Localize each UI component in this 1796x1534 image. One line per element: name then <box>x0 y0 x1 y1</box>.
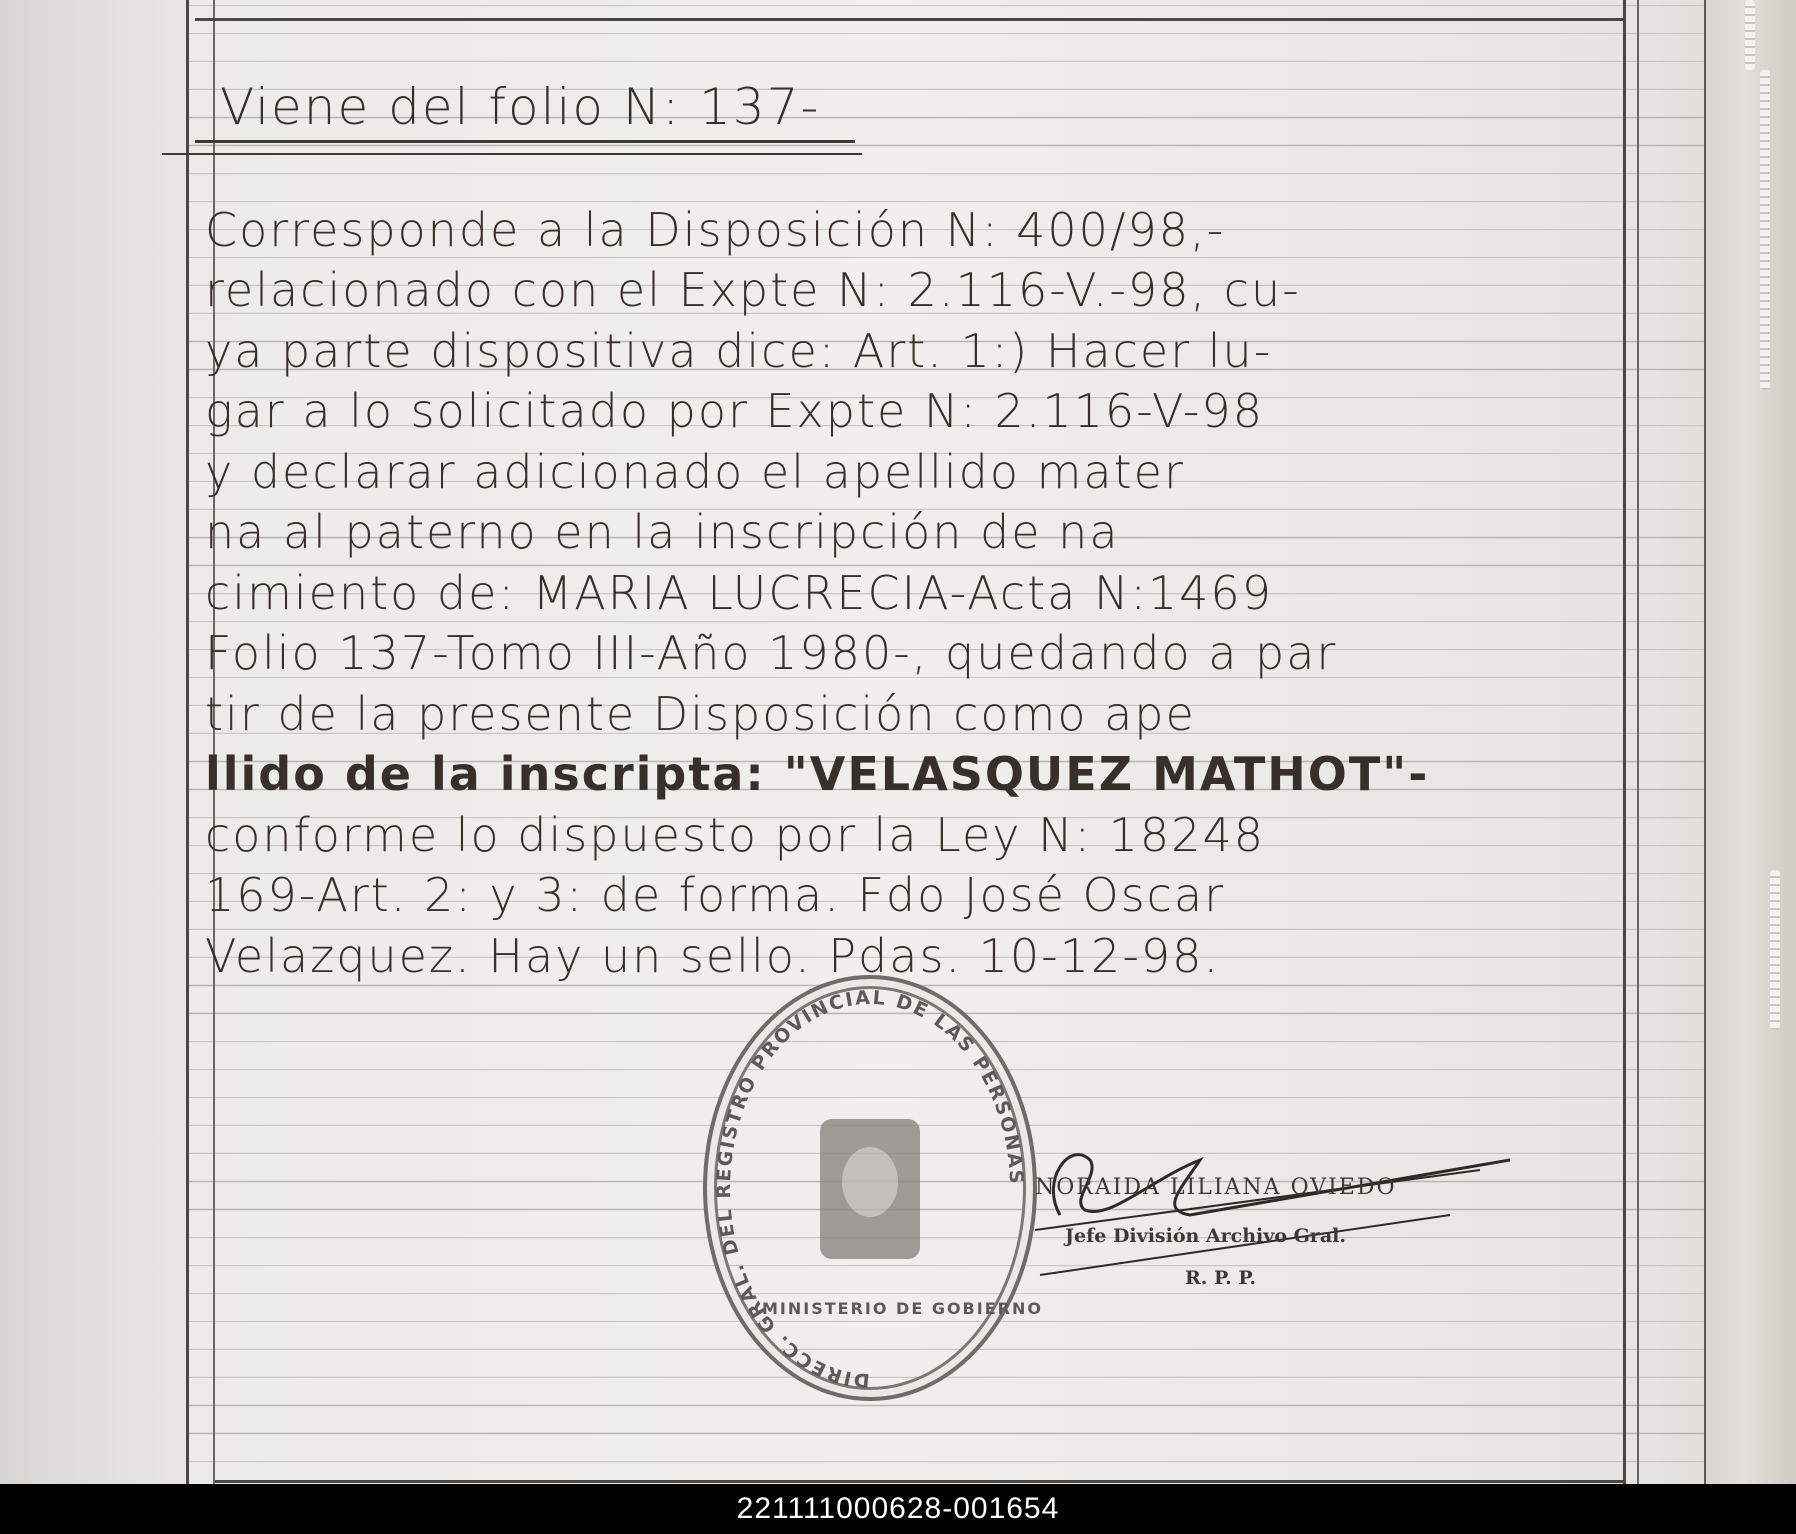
text-line: 169-Art. 2: y 3: de forma. Fdo José Oscar <box>205 868 1226 922</box>
official-seal <box>703 975 1043 1401</box>
top-rule <box>195 18 1625 21</box>
book-binding-edge <box>1704 0 1796 1484</box>
left-margin <box>0 0 188 1484</box>
text-line: cimiento de: MARIA LUCRECIA-Acta N:1469 <box>205 566 1273 620</box>
text-line: y declarar adicionado el apellido mater <box>205 445 1185 499</box>
binding-string-top <box>1745 0 1755 70</box>
svg-text:DIRECC. GRAL. DEL REGISTRO PRO <box>713 987 1027 1392</box>
seal-inner-text: MINISTERIO DE GOBIERNO <box>762 1299 1043 1318</box>
text-line: relacionado con el Expte N: 2.116-V.-98, cu- <box>205 263 1301 317</box>
heading-underline <box>195 140 855 143</box>
text-line: Folio 137-Tomo III-Año 1980-, quedando a par <box>205 626 1338 680</box>
signatory-role: Jefe División Archivo Gral. <box>1065 1225 1346 1247</box>
text-line: tir de la presente Disposición como ape <box>205 687 1196 741</box>
text-line: na al paterno en la inscripción de na <box>205 505 1120 559</box>
signatory-org: R. P. P. <box>1185 1267 1257 1289</box>
heading-underline-2 <box>162 153 862 155</box>
binding-string-mid <box>1760 70 1770 390</box>
page-heading: Viene del folio N: 137- <box>220 78 821 136</box>
handwritten-signature <box>1030 1120 1510 1280</box>
text-line: Corresponde a la Disposición N: 400/98,- <box>205 203 1226 257</box>
right-rule <box>1623 0 1626 1484</box>
text-line: llido de la inscripta: "VELASQUEZ MATHOT"- <box>205 747 1430 801</box>
text-line: gar a lo solicitado por Expte N: 2.116-V-98 <box>205 384 1264 438</box>
seal-text-ring <box>707 979 1033 1397</box>
seal-outer-text: DIRECC. GRAL. DEL REGISTRO PROVINCIAL DE LAS PERSONAS <box>713 986 1028 1392</box>
document-id-bar: 221111000628-001654 <box>0 1484 1796 1534</box>
right-rule-2 <box>1637 0 1639 1484</box>
binding-string-lower <box>1770 870 1780 1030</box>
bottom-rule <box>215 1480 1625 1483</box>
text-line: ya parte dispositiva dice: Art. 1:) Hacer lu- <box>205 324 1273 378</box>
text-line: Velazquez. Hay un sello. Pdas. 10-12-98. <box>205 929 1221 983</box>
signatory-name: NORAIDA LILIANA OVIEDO <box>1035 1175 1397 1200</box>
text-line: conforme lo dispuesto por la Ley N: 18248 <box>205 808 1265 862</box>
margin-rule <box>186 0 189 1484</box>
